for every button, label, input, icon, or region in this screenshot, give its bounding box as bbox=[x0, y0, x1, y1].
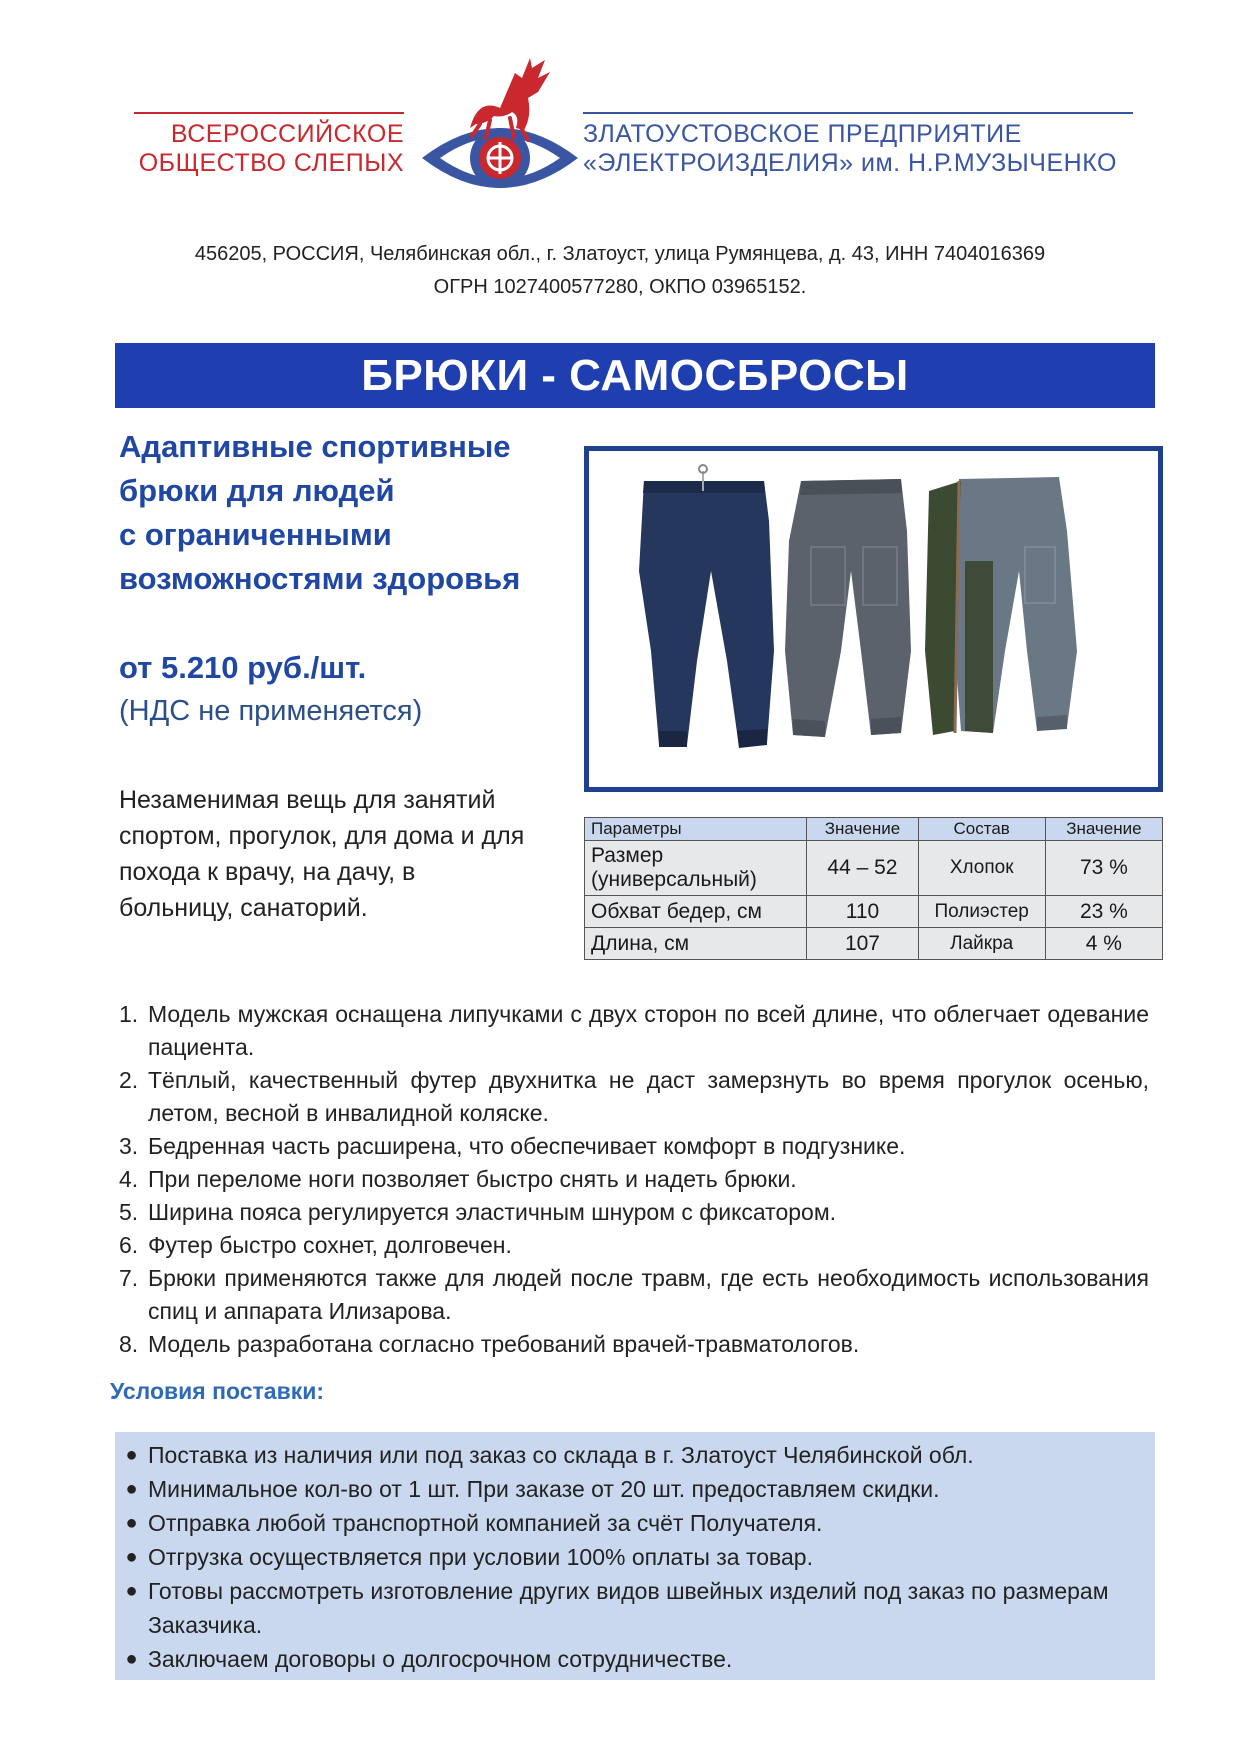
usage-description bbox=[119, 782, 579, 926]
table-header-cell: Значение bbox=[1045, 818, 1162, 841]
table-row bbox=[585, 841, 1163, 896]
pants-grey-image bbox=[785, 479, 911, 737]
list-item bbox=[115, 1472, 1155, 1506]
features-list bbox=[119, 998, 1149, 1361]
org-right-line-1: ЗЛАТОУСТОВСКОЕ ПРЕДПРИЯТИЕ bbox=[583, 120, 1022, 148]
table-header-cell: Состав bbox=[918, 818, 1045, 841]
list-item bbox=[119, 1064, 1149, 1130]
bullet-icon: ● bbox=[125, 1478, 138, 1500]
subtitle-line-1: Адаптивные спортивные bbox=[119, 429, 511, 464]
table-cell-param: Длина, см bbox=[585, 928, 807, 960]
org-left-line-2: ОБЩЕСТВО СЛЕПЫХ bbox=[138, 149, 404, 177]
table-header-cell: Параметры bbox=[585, 818, 807, 841]
list-item bbox=[115, 1574, 1155, 1642]
list-item-text: При переломе ноги позволяет быстро снять и надеть брюки. bbox=[148, 1166, 797, 1192]
table-header-cell: Значение bbox=[807, 818, 918, 841]
list-item-text: Модель мужская оснащена липучками с двух сторон по всей длине, что облегчает одевание пациента. bbox=[148, 1001, 1149, 1060]
conditions-heading: Условия поставки: bbox=[110, 1378, 325, 1404]
list-item-text: Брюки применяются также для людей после травм, где есть необходимость использования спиц и аппарата Илизарова. bbox=[148, 1265, 1149, 1324]
table-cell-percent: 73 % bbox=[1045, 841, 1162, 896]
list-item-text: Ширина пояса регулируется эластичным шнуром с фиксатором. bbox=[148, 1199, 837, 1225]
list-item bbox=[119, 1130, 1149, 1163]
subtitle-line-2: брюки для людей bbox=[119, 473, 395, 508]
bullet-icon: ● bbox=[125, 1580, 138, 1602]
list-item-text: Модель разработана согласно требований врачей-травматологов. bbox=[148, 1331, 860, 1357]
table-cell-material: Хлопок bbox=[918, 841, 1045, 896]
company-address bbox=[100, 238, 1140, 304]
list-item-text: Готовы рассмотреть изготовление других видов швейных изделий под заказ по размерам Заказчика. bbox=[148, 1578, 1109, 1638]
list-item-number: 5. bbox=[119, 1199, 139, 1225]
usage-line-1: Незаменимая вещь для занятий bbox=[119, 786, 496, 814]
subtitle-line-4: возможностями здоровья bbox=[119, 561, 521, 596]
table-row bbox=[585, 928, 1163, 960]
list-item-text: Поставка из наличия или под заказ со склада в г. Златоуст Челябинской обл. bbox=[148, 1442, 974, 1468]
param-size-label: Размер bbox=[591, 844, 664, 867]
address-line-2: ОГРН 1027400577280, ОКПО 03965152. bbox=[433, 276, 807, 298]
org-left-line-1: ВСЕРОССИЙСКОЕ bbox=[170, 120, 404, 148]
list-item bbox=[115, 1540, 1155, 1574]
list-item-text: Отправка любой транспортной компанией за счёт Получателя. bbox=[148, 1510, 823, 1536]
list-item bbox=[115, 1506, 1155, 1540]
company-logo bbox=[420, 58, 580, 218]
usage-line-2: спортом, прогулок, для дома и для bbox=[119, 822, 525, 850]
table-cell-percent: 23 % bbox=[1045, 896, 1162, 928]
list-item bbox=[119, 1262, 1149, 1328]
usage-line-4: больницу, санаторий. bbox=[119, 894, 368, 922]
list-item-text: Минимальное кол-во от 1 шт. При заказе от 20 шт. предоставляем скидки. bbox=[148, 1476, 940, 1502]
pants-navy-image bbox=[639, 465, 774, 748]
table-cell-param bbox=[585, 841, 807, 896]
subtitle-line-3: с ограниченными bbox=[119, 517, 392, 552]
list-item bbox=[119, 1328, 1149, 1361]
conditions-list bbox=[115, 1438, 1155, 1676]
product-subtitle bbox=[119, 425, 579, 601]
vat-note: (НДС не применяется) bbox=[119, 695, 423, 727]
list-item bbox=[119, 1196, 1149, 1229]
org-left-name bbox=[134, 112, 404, 178]
list-item-text: Футер быстро сохнет, долговечен. bbox=[148, 1232, 512, 1258]
bullet-icon: ● bbox=[125, 1444, 138, 1466]
list-item-number: 2. bbox=[119, 1067, 139, 1093]
usage-line-3: похода к врачу, на дачу, в bbox=[119, 858, 416, 886]
list-item bbox=[115, 1438, 1155, 1472]
page-title: БРЮКИ - САМОСБРОСЫ bbox=[115, 343, 1155, 408]
table-cell-value: 107 bbox=[807, 928, 918, 960]
conditions-box bbox=[115, 1432, 1155, 1680]
table-cell-param: Обхват бедер, см bbox=[585, 896, 807, 928]
org-left-rule bbox=[134, 112, 404, 114]
list-item bbox=[119, 998, 1149, 1064]
org-right-line-2: «ЭЛЕКТРОИЗДЕЛИЯ» им. Н.Р.МУЗЫЧЕНКО bbox=[583, 149, 1117, 177]
list-item bbox=[115, 1642, 1155, 1676]
table-cell-value: 44 – 52 bbox=[807, 841, 918, 896]
list-item-text: Отгрузка осуществляется при условии 100% оплаты за товар. bbox=[148, 1544, 813, 1570]
list-item-text: Бедренная часть расширена, что обеспечивает комфорт в подгузнике. bbox=[148, 1133, 906, 1159]
table-row bbox=[585, 896, 1163, 928]
table-cell-value: 110 bbox=[807, 896, 918, 928]
param-size-sublabel: (универсальный) bbox=[591, 868, 757, 891]
list-item-number: 1. bbox=[119, 1001, 139, 1027]
list-item-number: 7. bbox=[119, 1265, 139, 1291]
bullet-icon: ● bbox=[125, 1648, 138, 1670]
table-cell-material: Полиэстер bbox=[918, 896, 1045, 928]
table-header-row bbox=[585, 818, 1163, 841]
list-item-number: 3. bbox=[119, 1133, 139, 1159]
address-line-1: 456205, РОССИЯ, Челябинская обл., г. Златоуст, улица Румянцева, д. 43, ИНН 7404016369 bbox=[194, 243, 1046, 265]
list-item bbox=[119, 1229, 1149, 1262]
bullet-icon: ● bbox=[125, 1546, 138, 1568]
product-photo bbox=[584, 446, 1163, 792]
list-item-text: Тёплый, качественный футер двухнитка не даст замерзнуть во время прогулок осенью, летом, весной в инвалидной коляске. bbox=[148, 1067, 1149, 1126]
list-item-text: Заключаем договоры о долгосрочном сотрудничестве. bbox=[148, 1646, 733, 1672]
org-right-name bbox=[583, 112, 1133, 178]
parameters-table bbox=[584, 817, 1163, 960]
list-item bbox=[119, 1163, 1149, 1196]
list-item-number: 6. bbox=[119, 1232, 139, 1258]
list-item-number: 4. bbox=[119, 1166, 139, 1192]
list-item-number: 8. bbox=[119, 1331, 139, 1357]
table-cell-material: Лайкра bbox=[918, 928, 1045, 960]
org-right-rule bbox=[583, 112, 1133, 114]
bullet-icon: ● bbox=[125, 1512, 138, 1534]
product-price: от 5.210 руб./шт. bbox=[119, 650, 367, 685]
pants-open-velcro-image bbox=[925, 477, 1077, 735]
table-cell-percent: 4 % bbox=[1045, 928, 1162, 960]
